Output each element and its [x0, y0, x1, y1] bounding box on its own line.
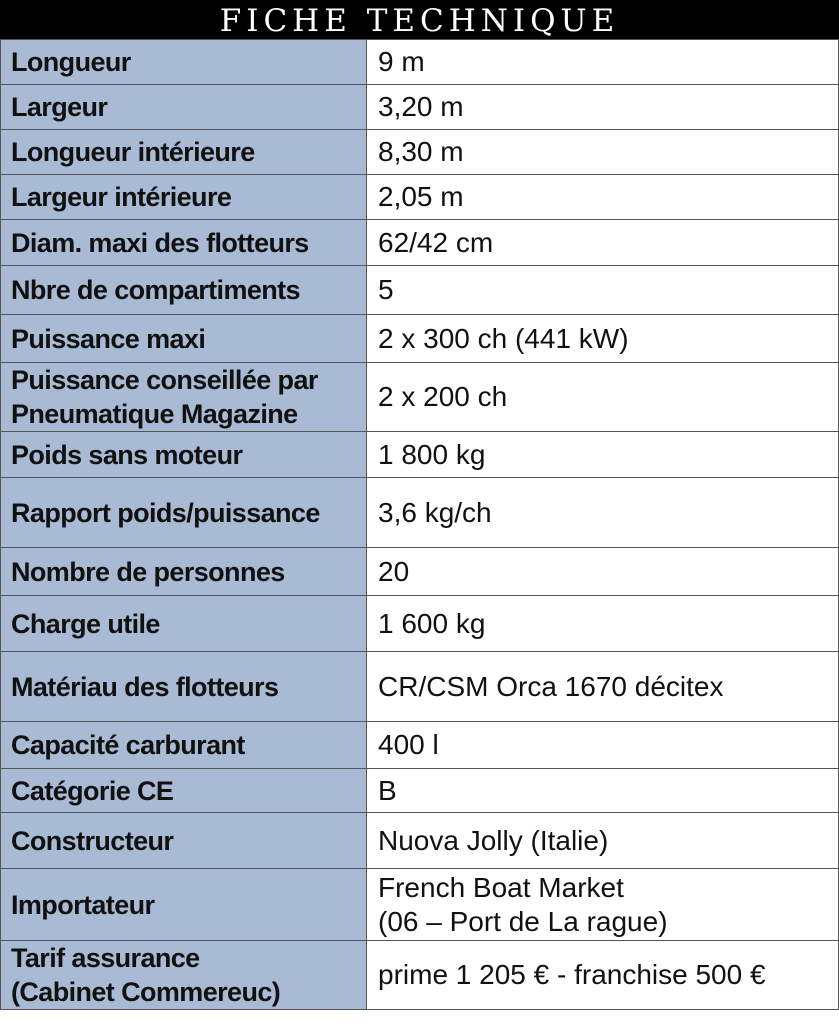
spec-value-line: 20 — [378, 555, 410, 587]
spec-row — [1, 941, 839, 1010]
spec-row — [1, 130, 839, 175]
spec-value-line: 1 800 kg — [378, 438, 486, 470]
spec-label — [1, 596, 367, 652]
spec-row — [1, 40, 839, 85]
spec-value-line: 2 x 300 ch (441 kW) — [378, 322, 629, 354]
spec-label-line: Rapport poids/puissance — [11, 497, 320, 528]
spec-value — [367, 813, 839, 869]
spec-value-line: 1 600 kg — [378, 607, 486, 639]
spec-row — [1, 363, 839, 432]
spec-value — [367, 722, 839, 769]
spec-value — [367, 652, 839, 722]
spec-label-line: Constructeur — [11, 825, 174, 856]
spec-row — [1, 769, 839, 813]
spec-value — [367, 478, 839, 548]
spec-label-line: Diam. maxi des flotteurs — [11, 227, 309, 258]
spec-row — [1, 722, 839, 769]
spec-label-line: Poids sans moteur — [11, 439, 243, 470]
spec-value-line: French Boat Market — [378, 871, 624, 903]
spec-label-line: Importateur — [11, 889, 155, 920]
spec-label-line: Puissance conseillée par — [11, 365, 318, 395]
spec-row — [1, 432, 839, 478]
spec-row — [1, 869, 839, 941]
spec-label — [1, 266, 367, 315]
spec-row — [1, 596, 839, 652]
spec-row — [1, 478, 839, 548]
spec-value-line: prime 1 205 € - franchise 500 € — [378, 959, 766, 990]
spec-label-line: Largeur — [11, 92, 108, 122]
spec-row — [1, 220, 839, 266]
spec-value — [367, 769, 839, 813]
spec-row — [1, 175, 839, 220]
spec-value-line: 3,6 kg/ch — [378, 496, 492, 528]
spec-label — [1, 769, 367, 813]
spec-value — [367, 941, 839, 1010]
spec-label — [1, 315, 367, 363]
spec-label-line: Puissance maxi — [11, 323, 206, 354]
spec-label-line: Nombre de personnes — [11, 556, 285, 587]
sheet-title: FICHE TECHNIQUE — [0, 0, 839, 39]
spec-label — [1, 652, 367, 722]
spec-label — [1, 722, 367, 769]
spec-value — [367, 315, 839, 363]
spec-label-line: (Cabinet Commereuc) — [11, 977, 281, 1007]
spec-value-line: (06 – Port de La rague) — [378, 905, 668, 937]
spec-label — [1, 175, 367, 220]
spec-value — [367, 266, 839, 315]
spec-value-line: CR/CSM Orca 1670 décitex — [378, 670, 724, 702]
spec-value — [367, 85, 839, 130]
spec-row — [1, 266, 839, 315]
spec-label — [1, 941, 367, 1010]
spec-value — [367, 363, 839, 432]
spec-label-line: Longueur — [11, 47, 131, 77]
spec-label-line: Nbre de compartiments — [11, 275, 300, 305]
spec-value-line: B — [378, 774, 397, 806]
spec-value — [367, 220, 839, 266]
spec-value — [367, 548, 839, 596]
spec-label-line: Charge utile — [11, 608, 160, 639]
spec-value-line: 5 — [378, 274, 394, 305]
spec-value-line: 3,20 m — [378, 91, 464, 122]
spec-table — [0, 39, 839, 1010]
spec-row — [1, 85, 839, 130]
spec-label — [1, 432, 367, 478]
spec-label-line: Capacité carburant — [11, 730, 245, 760]
spec-label-line: Pneumatique Magazine — [11, 399, 298, 429]
spec-value — [367, 432, 839, 478]
spec-row — [1, 548, 839, 596]
spec-value-line: Nuova Jolly (Italie) — [378, 824, 609, 856]
spec-value — [367, 40, 839, 85]
spec-label — [1, 869, 367, 941]
spec-label — [1, 813, 367, 869]
spec-value-line: 2,05 m — [378, 181, 464, 212]
spec-label — [1, 363, 367, 432]
spec-label — [1, 40, 367, 85]
spec-value — [367, 596, 839, 652]
spec-row — [1, 315, 839, 363]
spec-label — [1, 548, 367, 596]
spec-label — [1, 220, 367, 266]
spec-label — [1, 130, 367, 175]
spec-label — [1, 478, 367, 548]
spec-value — [367, 175, 839, 220]
spec-value-line: 62/42 cm — [378, 226, 494, 258]
spec-row — [1, 813, 839, 869]
spec-label-line: Largeur intérieure — [11, 182, 232, 212]
spec-value — [367, 869, 839, 941]
spec-value-line: 8,30 m — [378, 136, 464, 167]
spec-value-line: 2 x 200 ch — [378, 381, 508, 412]
spec-value — [367, 130, 839, 175]
spec-value-line: 9 m — [378, 46, 425, 77]
spec-label-line: Longueur intérieure — [11, 137, 255, 167]
spec-label-line: Matériau des flotteurs — [11, 671, 279, 702]
spec-label-line: Catégorie CE — [11, 775, 174, 806]
spec-label-line: Tarif assurance — [11, 943, 200, 973]
spec-label — [1, 85, 367, 130]
spec-row — [1, 652, 839, 722]
spec-value-line: 400 l — [378, 729, 439, 760]
